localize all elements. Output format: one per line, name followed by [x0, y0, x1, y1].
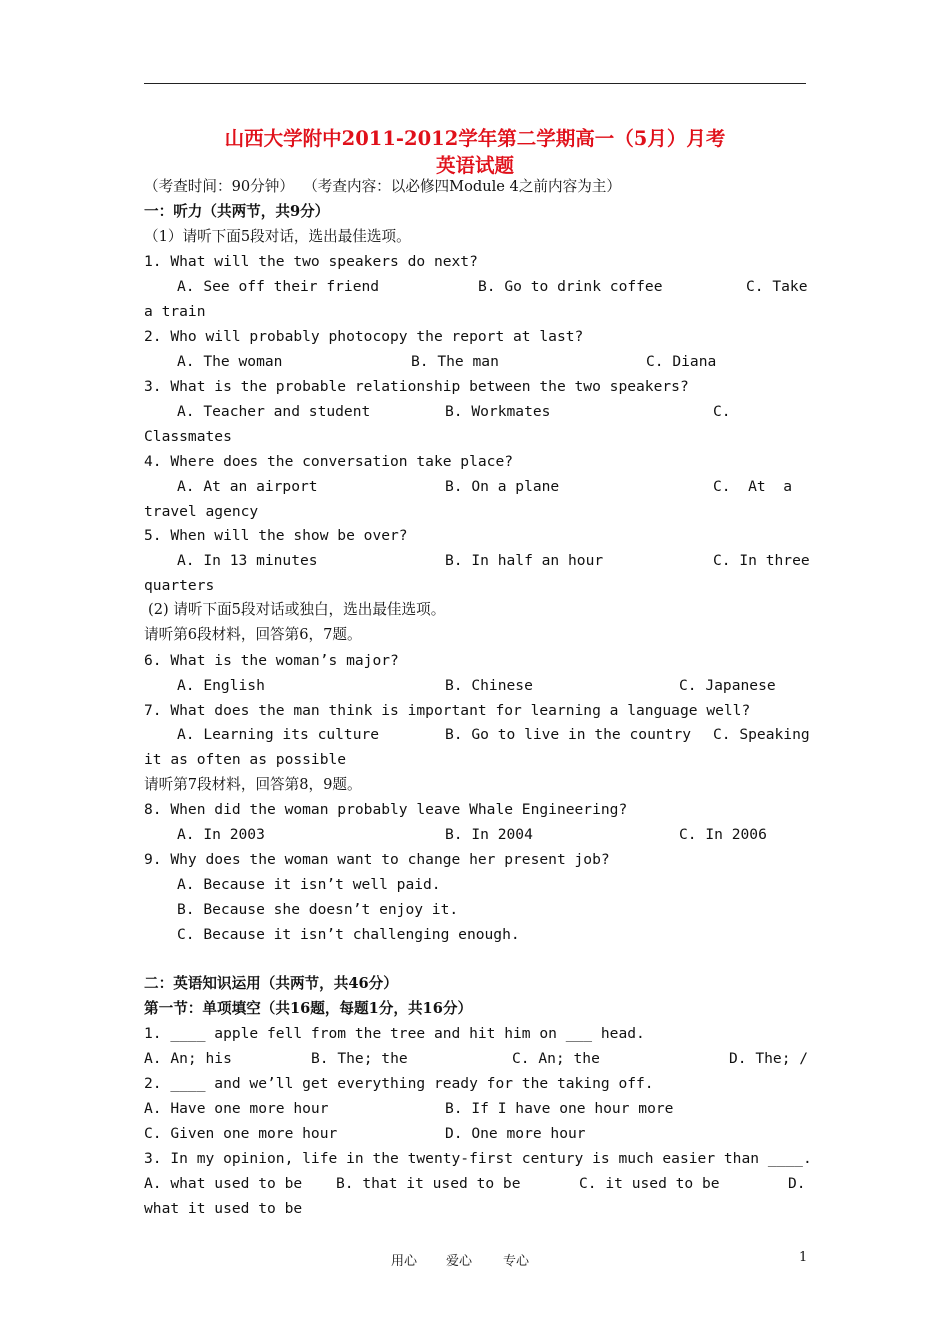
option-c-continued: it as often as possible — [144, 751, 347, 768]
option-c-continued: a train — [144, 303, 206, 320]
option-c-continued: quarters — [144, 577, 215, 594]
question-text: 3. What is the probable relationship between the two speakers? — [144, 378, 689, 395]
option-a: A. Have one more hour — [144, 1100, 329, 1117]
exam-info: （考查时间：90分钟） （考查内容：以必修四Module 4之前内容为主） — [144, 178, 621, 195]
question-text: 5. When will the show be over? — [144, 527, 408, 544]
exam-title: 山西大学附中2011-2012学年第二学期高一（5月）月考 — [224, 127, 726, 150]
option-d: D. — [788, 1175, 806, 1192]
option-c-continued: travel agency — [144, 503, 259, 520]
footer-motto-1: 用心 — [391, 1254, 418, 1269]
option-a: A. what used to be — [144, 1175, 303, 1192]
part2-heading: 二：英语知识运用（共两节，共46分） — [144, 975, 398, 992]
part1-section1-intro: （1）请听下面5段对话，选出最佳选项。 — [144, 228, 411, 245]
option-a: A. In 13 minutes — [177, 552, 318, 569]
question-text: 1. ____ apple fell from the tree and hit him on ___ head. — [144, 1025, 645, 1042]
question-text: 3. In my opinion, life in the twenty-first century is much easier than ____. — [144, 1150, 812, 1167]
question-text: 2. ____ and we’ll get everything ready for the taking off. — [144, 1075, 654, 1092]
part1-section2-intro: (2) 请听下面5段对话或独白，选出最佳选项。 — [148, 601, 446, 618]
question-text: 1. What will the two speakers do next? — [144, 253, 478, 270]
option-b: B. that it used to be — [336, 1175, 521, 1192]
option-c: C. Japanese — [679, 677, 776, 694]
option-a: A. English — [177, 677, 265, 694]
option-a: A. An; his — [144, 1050, 232, 1067]
option-d: D. One more hour — [445, 1125, 586, 1142]
option-b: B. In 2004 — [445, 826, 533, 843]
option-b: B. The; the — [311, 1050, 408, 1067]
option-c: C. In 2006 — [679, 826, 767, 843]
page-number: 1 — [799, 1250, 808, 1265]
option-c: C. Take — [746, 278, 808, 295]
option-c: C. Because it isn’t challenging enough. — [177, 926, 520, 943]
exam-subtitle: 英语试题 — [435, 154, 514, 177]
option-a: A. See off their friend — [177, 278, 380, 295]
option-b: B. On a plane — [445, 478, 560, 495]
option-c: C. At a — [713, 478, 793, 495]
option-a: A. Because it isn’t well paid. — [177, 876, 441, 893]
question-text: 9. Why does the woman want to change her present job? — [144, 851, 610, 868]
option-d: D. The; / — [729, 1050, 809, 1067]
question-text: 2. Who will probably photocopy the report at last? — [144, 328, 584, 345]
part2-section1-heading: 第一节：单项填空（共16题，每题1分，共16分） — [144, 1000, 473, 1017]
option-a: A. Learning its culture — [177, 726, 380, 743]
option-b: B. If I have one hour more — [445, 1100, 674, 1117]
option-c-continued: Classmates — [144, 428, 232, 445]
option-b: B. Because she doesn’t enjoy it. — [177, 901, 459, 918]
option-c: C. Speaking — [713, 726, 810, 743]
option-b: B. In half an hour — [445, 552, 604, 569]
part1-heading: 一：听力（共两节，共9分） — [144, 203, 330, 220]
option-c: C. An; the — [512, 1050, 600, 1067]
option-b: B. Workmates — [445, 403, 551, 420]
material-instruction: 请听第7段材料，回答第8，9题。 — [144, 776, 362, 793]
option-b: B. Go to drink coffee — [478, 278, 663, 295]
option-c: C. Given one more hour — [144, 1125, 338, 1142]
material-instruction: 请听第6段材料，回答第6，7题。 — [144, 626, 362, 643]
question-text: 7. What does the man think is important for learning a language well? — [144, 702, 751, 719]
option-a: A. In 2003 — [177, 826, 265, 843]
option-d-continued: what it used to be — [144, 1200, 303, 1217]
question-text: 4. Where does the conversation take place? — [144, 453, 514, 470]
header-rule — [144, 83, 806, 84]
option-b: B. Chinese — [445, 677, 533, 694]
option-c: C. — [713, 403, 731, 420]
option-a: A. Teacher and student — [177, 403, 371, 420]
option-c: C. In three — [713, 552, 810, 569]
option-a: A. The woman — [177, 353, 283, 370]
footer-motto-2: 爱心 — [446, 1254, 473, 1269]
option-a: A. At an airport — [177, 478, 318, 495]
option-b: B. Go to live in the country — [445, 726, 692, 743]
option-c: C. Diana — [646, 353, 717, 370]
option-b: B. The man — [411, 353, 499, 370]
question-text: 6. What is the woman’s major? — [144, 652, 399, 669]
footer-motto-3: 专心 — [503, 1254, 530, 1269]
option-c: C. it used to be — [579, 1175, 720, 1192]
question-text: 8. When did the woman probably leave Whale Engineering? — [144, 801, 628, 818]
